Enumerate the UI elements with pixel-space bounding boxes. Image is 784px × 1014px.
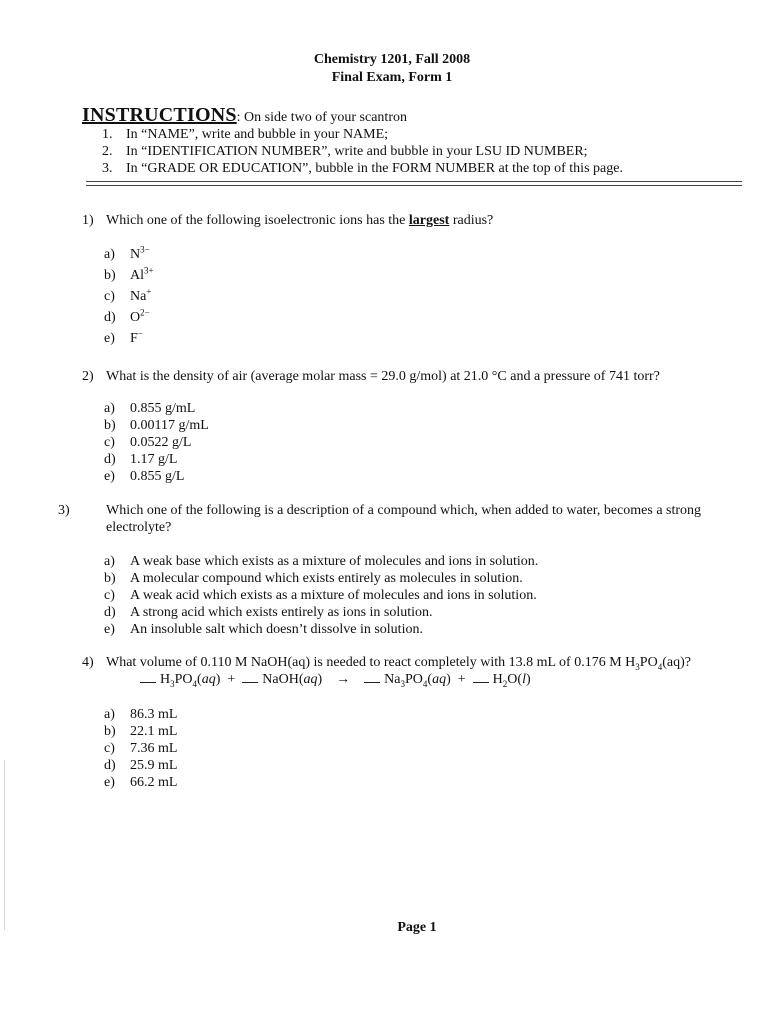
formula-part: Na [384,672,401,687]
option-text: 7.36 mL [130,741,178,756]
option-letter: c) [104,741,115,756]
question-1 [82,212,742,229]
chemical-equation [140,672,531,688]
question-text-part: What volume of 0.110 M NaOH(aq) is needed to react completely with 13.8 mL of 0.176 M H [106,655,636,670]
formula-part: PO [405,672,423,687]
question-text: What is the density of air (average molar mass = 29.0 g/mol) at 21.0 °C and a pressure of 741 torr? [106,369,660,384]
answer-option [104,621,704,638]
option-text: A weak acid which exists as a mixture of molecules and ions in solution. [130,588,537,603]
instruction-number: 1. [102,127,113,142]
option-letter: b) [104,268,116,283]
formula-part: NaOH( [262,672,304,687]
option-letter: d) [104,452,116,467]
plus-sign: + [457,672,466,687]
formula-part: ( [427,672,433,687]
state-label: l [522,672,526,687]
answer-option [104,740,704,757]
option-text: 22.1 mL [130,724,178,739]
option-ion: N [130,247,141,262]
option-ion: Al [130,268,144,283]
exam-title: Final Exam, Form 1 [331,70,453,85]
subscript: 4 [192,678,198,689]
option-letter: c) [104,435,115,450]
formula-part: O( [507,672,523,687]
instructions-intro: : On side two of your scantron [236,110,407,125]
question-2-options [104,400,704,485]
question-number: 1) [82,213,94,228]
answer-option [104,587,704,604]
formula-part: ) [446,672,451,687]
answer-option [104,723,704,740]
state-label: aq [201,672,216,687]
option-letter: b) [104,571,116,586]
answer-option [104,400,704,417]
instruction-item [102,160,742,177]
option-ion: Na [130,289,147,304]
ion-charge: − [137,328,143,339]
ion-charge: 3− [140,244,150,255]
instructions-list [102,126,742,177]
coefficient-blank [242,672,258,683]
question-text-part: radius? [449,213,494,228]
answer-option [104,604,704,621]
subscript: 4 [422,678,428,689]
instruction-text: In “GRADE OR EDUCATION”, bubble in the FORM NUMBER at the top of this page. [126,161,623,176]
option-letter: a) [104,401,115,416]
option-letter: e) [104,331,115,346]
instruction-number: 2. [102,144,113,159]
answer-option [104,553,704,570]
answer-option [104,757,704,774]
subscript: 3 [170,678,175,689]
question-number: 3) [58,503,70,518]
answer-option [104,774,704,791]
option-letter: d) [104,310,116,325]
answer-option [104,434,704,451]
option-letter: b) [104,418,116,433]
course-title: Chemistry 1201, Fall 2008 [313,52,471,67]
question-number: 4) [82,655,94,670]
option-text: 66.2 mL [130,775,178,790]
answer-option [104,328,704,349]
option-text: 25.9 mL [130,758,178,773]
instructions-heading [82,104,407,127]
coefficient-blank [364,672,380,683]
state-label: aq [432,672,447,687]
option-text: 86.3 mL [130,707,178,722]
plus-sign: + [227,672,236,687]
formula-part: ) [525,672,531,687]
option-letter: a) [104,554,115,569]
ion-charge: + [146,286,152,297]
formula-part: ) [215,672,221,687]
option-text: 0.855 g/mL [130,401,196,416]
option-ion: F [130,331,138,346]
option-letter: d) [104,605,116,620]
option-letter: c) [104,588,115,603]
option-letter: e) [104,622,115,637]
question-4-options [104,706,704,791]
option-text: 1.17 g/L [130,452,178,467]
answer-option [104,706,704,723]
option-ion: O [130,310,141,325]
question-1-options [104,244,704,349]
ion-charge: 2− [140,307,150,318]
page-number: Page 1 [397,920,437,935]
answer-option [104,451,704,468]
question-2 [82,368,742,385]
question-text [106,655,691,670]
coefficient-blank [473,672,489,683]
subscript: 3 [635,661,640,672]
option-text: A strong acid which exists entirely as ions in solution. [130,605,433,620]
coefficient-blank [140,672,156,683]
option-letter: a) [104,247,115,262]
option-letter: c) [104,289,115,304]
divider-line [86,181,742,182]
answer-option [104,307,704,328]
divider-line [86,185,742,186]
formula-part: PO [174,672,193,687]
answer-option [104,468,704,485]
option-text: 0.0522 g/L [130,435,192,450]
question-3-options [104,553,704,638]
subscript: 3 [400,678,405,689]
question-text-part: (aq)? [662,655,691,670]
instruction-number: 3. [102,161,113,176]
subscript: 2 [502,678,508,689]
question-text-part: Which one of the following isoelectronic ions has the [106,213,409,228]
question-text [106,213,493,228]
question-number: 2) [82,369,94,384]
question-4 [82,654,742,671]
option-letter: e) [104,775,115,790]
option-text: 0.855 g/L [130,469,185,484]
answer-option [104,244,704,265]
formula-part: ( [197,672,202,687]
option-text: 0.00117 g/mL [130,418,209,433]
option-text: A molecular compound which exists entirely as molecules in solution. [130,571,523,586]
subscript: 4 [657,661,663,672]
option-letter: b) [104,724,116,739]
option-text: A weak base which exists as a mixture of molecules and ions in solution. [130,554,539,569]
option-letter: d) [104,758,116,773]
formula-part: H [492,672,503,687]
instruction-item [102,126,742,143]
instructions-title: INSTRUCTIONS [82,104,237,126]
answer-option [104,286,704,307]
answer-option [104,417,704,434]
option-letter: a) [104,707,115,722]
state-label: aq [303,672,318,687]
answer-option [104,265,704,286]
question-text: Which one of the following is a description of a compound which, when added to water, becomes a strong electrolyte? [106,503,702,535]
answer-option [104,570,704,587]
scan-artifact [4,760,5,930]
emphasis-word: largest [408,213,450,228]
formula-part: H [160,672,171,687]
option-text: An insoluble salt which doesn’t dissolve in solution. [130,622,423,637]
question-text-part: PO [639,655,658,670]
option-letter: e) [104,469,115,484]
instruction-text: In “IDENTIFICATION NUMBER”, write and bubble in your LSU ID NUMBER; [126,144,588,159]
formula-part: ) [317,672,323,687]
question-3 [58,502,742,536]
instruction-text: In “NAME”, write and bubble in your NAME; [126,127,389,142]
reaction-arrow: → [336,672,351,687]
ion-charge: 3+ [144,265,154,276]
instruction-item [102,143,742,160]
